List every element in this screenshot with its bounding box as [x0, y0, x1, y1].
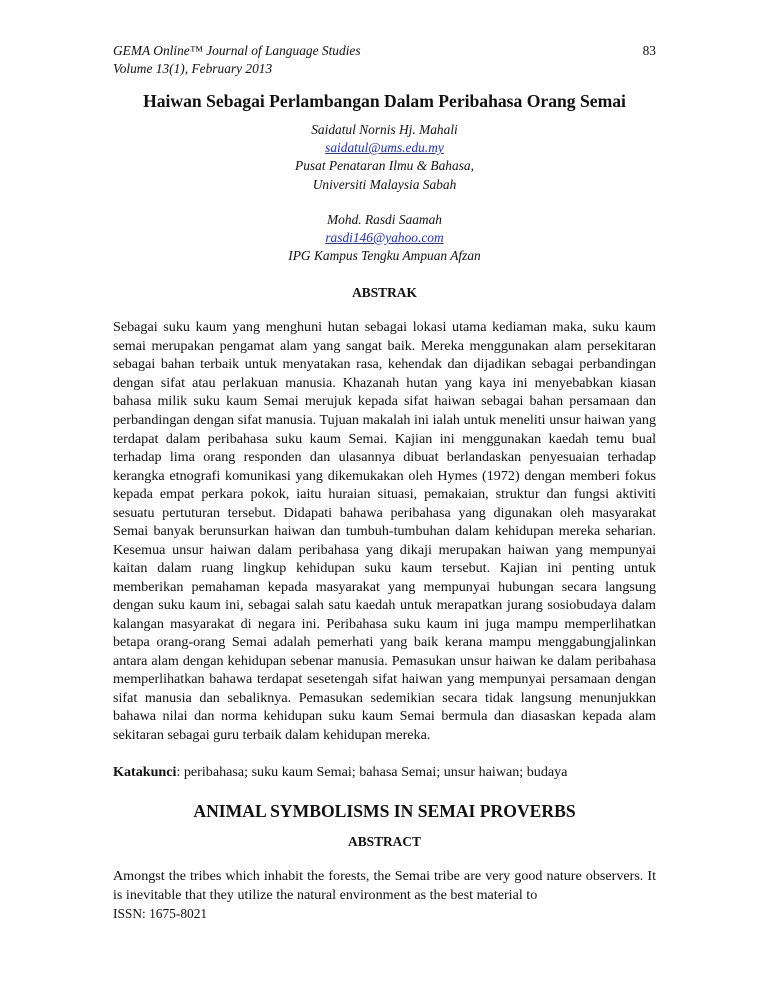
keywords-label: Katakunci — [113, 764, 177, 781]
abstrak-body: Sebagai suku kaum yang menghuni hutan sebagai lokasi utama kediaman maka, suku kaum semai merupakan pengamat alam yang sangat baik. Mereka menggunakan alam persekitaran sebagai bahan terbaik untuk menyatakan rasa, kehendak dan dijadikan sebagai perbandingan dengan sifat atau perlakuan manusia. Khazanah hutan yang kaya ini menyebabkan kiasan bahasa milik suku kaum Semai merujuk kepada sifat haiwan sebagai bahan persamaan dan perbandingan dengan sifat manusia. Tujuan makalah ini ialah untuk meneliti unsur haiwan yang terdapat dalam peribahasa suku kaum Semai. Kajian ini menggunakan kaedah temu bual terhadap lima orang responden dan ulasannya dibuat berlandaskan penyesuaian terhadap kerangka etnografi komunikasi yang dikemukakan oleh Hymes (1972) dengan memberi fokus kepada empat perkara pokok, iaitu huraian situasi, pemakaian, struktur dan fungsi aktiviti sesuatu pertuturan tersebut. Didapati bahawa peribahasa yang digunakan oleh masyarakat Semai banyak berunsurkan haiwan dan tumbuh-tumbuhan dalam kehidupan mereka seharian. Kesemua unsur haiwan dalam peribahasa yang dikaji merupakan haiwan yang mempunyai kaitan dalam ruang lingkup kehidupan suku kaum tersebut. Kajian ini penting untuk memberikan pemahaman kepada masyarakat yang mempunyai hubungan secara langsung dengan suku kaum ini, sebagai salah satu kaedah untuk merapatkan jurang sosiobudaya dalam kalangan masyarakat di negara ini. Peribahasa suku kaum ini juga mampu memperlihatkan betapa orang-orang Semai adalah pemerhati yang baik kerana mampu menggabungjalinkan antara alam dengan kehidupan sebenar manusia. Pemasukan unsur haiwan ke dalam peribahasa memperlihatkan bahawa terdapat sesetengah sifat haiwan yang mempunyai persamaan dengan sifat manusia dan sebaliknya. Pemasukan sedemikian secara tidak langsung menunjukkan bahawa nilai dan norma kehidupan suku kaum Semai bermula dan diasaskan kepada alam sekitaran sebagai guru terbaik dalam kehidupan mereka. — [113, 319, 656, 743]
author-block-1 — [113, 121, 656, 194]
keywords-line — [113, 763, 656, 781]
journal-volume: Volume 13(1), February 2013 — [113, 61, 273, 76]
author-name: Mohd. Rasdi Saamah — [327, 211, 442, 227]
author-email-link[interactable]: saidatul@ums.edu.my — [325, 140, 444, 156]
abstrak-heading: ABSTRAK — [352, 285, 417, 301]
journal-page — [113, 42, 656, 904]
author-block-2 — [113, 211, 656, 266]
author-affiliation: IPG Kampus Tengku Ampuan Afzan — [288, 248, 481, 264]
abstract-body: Amongst the tribes which inhabit the forests, the Semai tribe are very good nature observers. It is inevitable that they utilize the natural environment as the best material to — [113, 868, 656, 903]
english-title: ANIMAL SYMBOLISMS IN SEMAI PROVERBS — [193, 801, 576, 822]
journal-name: GEMA Online™ Journal of Language Studies — [113, 43, 361, 58]
author-affiliation: Universiti Malaysia Sabah — [312, 176, 457, 192]
running-header — [113, 42, 656, 78]
author-name: Saidatul Nornis Hj. Mahali — [311, 122, 458, 137]
page-number: 83 — [642, 43, 656, 58]
footer-issn: ISSN: 1675-8021 — [113, 906, 208, 921]
keywords-text: : peribahasa; suku kaum Semai; bahasa Semai; unsur haiwan; budaya — [176, 764, 568, 781]
paper-title: Haiwan Sebagai Perlambangan Dalam Peribahasa Orang Semai — [143, 91, 626, 111]
author-email-link[interactable]: rasdi146@yahoo.com — [325, 230, 444, 246]
author-affiliation: Pusat Penataran Ilmu & Bahasa, — [295, 158, 474, 174]
abstract-heading: ABSTRACT — [348, 834, 421, 850]
